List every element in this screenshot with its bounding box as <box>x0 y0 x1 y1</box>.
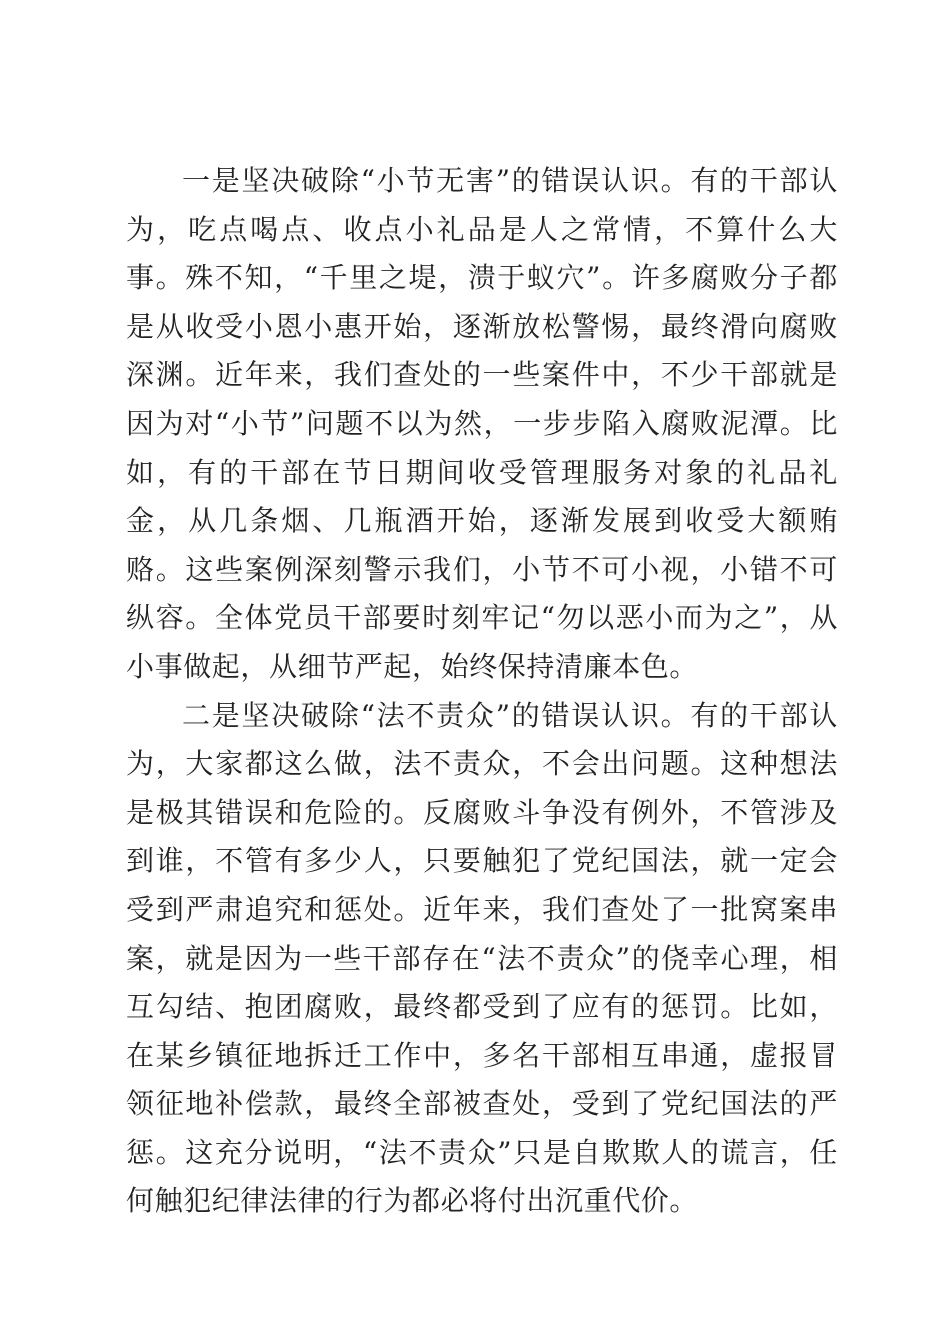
paragraph-2: 二是坚决破除“法不责众”的错误认识。有的干部认为，大家都这么做，法不责众，不会出问题。这种想法是极其错误和危险的。反腐败斗争没有例外，不管涉及到谁，不管有多少人，只要触犯了党纪国法，就一定会受到严肃追究和惩处。近年来，我们查处了一批窝案串案，就是因为一些干部存在“法不责众”的侥幸心理，相互勾结、抱团腐败，最终都受到了应有的惩罚。比如，在某乡镇征地拆迁工作中，多名干部相互串通，虚报冒领征地补偿款，最终全部被查处，受到了党纪国法的严惩。这充分说明，“法不责众”只是自欺欺人的谎言，任何触犯纪律法律的行为都必将付出沉重代价。 <box>126 698 838 1218</box>
paragraph-1: 一是坚决破除“小节无害”的错误认识。有的干部认为，吃点喝点、收点小礼品是人之常情，不算什么大事。殊不知，“千里之堤，溃于蚁穴”。许多腐败分子都是从收受小恩小惠开始，逐渐放松警惕，最终滑向腐败深渊。近年来，我们查处的一些案件中，不少干部就是因为对“小节”问题不以为然，一步步陷入腐败泥潭。比如，有的干部在节日期间收受管理服务对象的礼品礼金，从几条烟、几瓶酒开始，逐渐发展到收受大额贿赂。这些案例深刻警示我们，小节不可小视，小错不可纵容。全体党员干部要时刻牢记“勿以恶小而为之”，从小事做起，从细节严起，始终保持清廉本色。 <box>126 164 838 683</box>
document-body <box>126 157 838 1226</box>
